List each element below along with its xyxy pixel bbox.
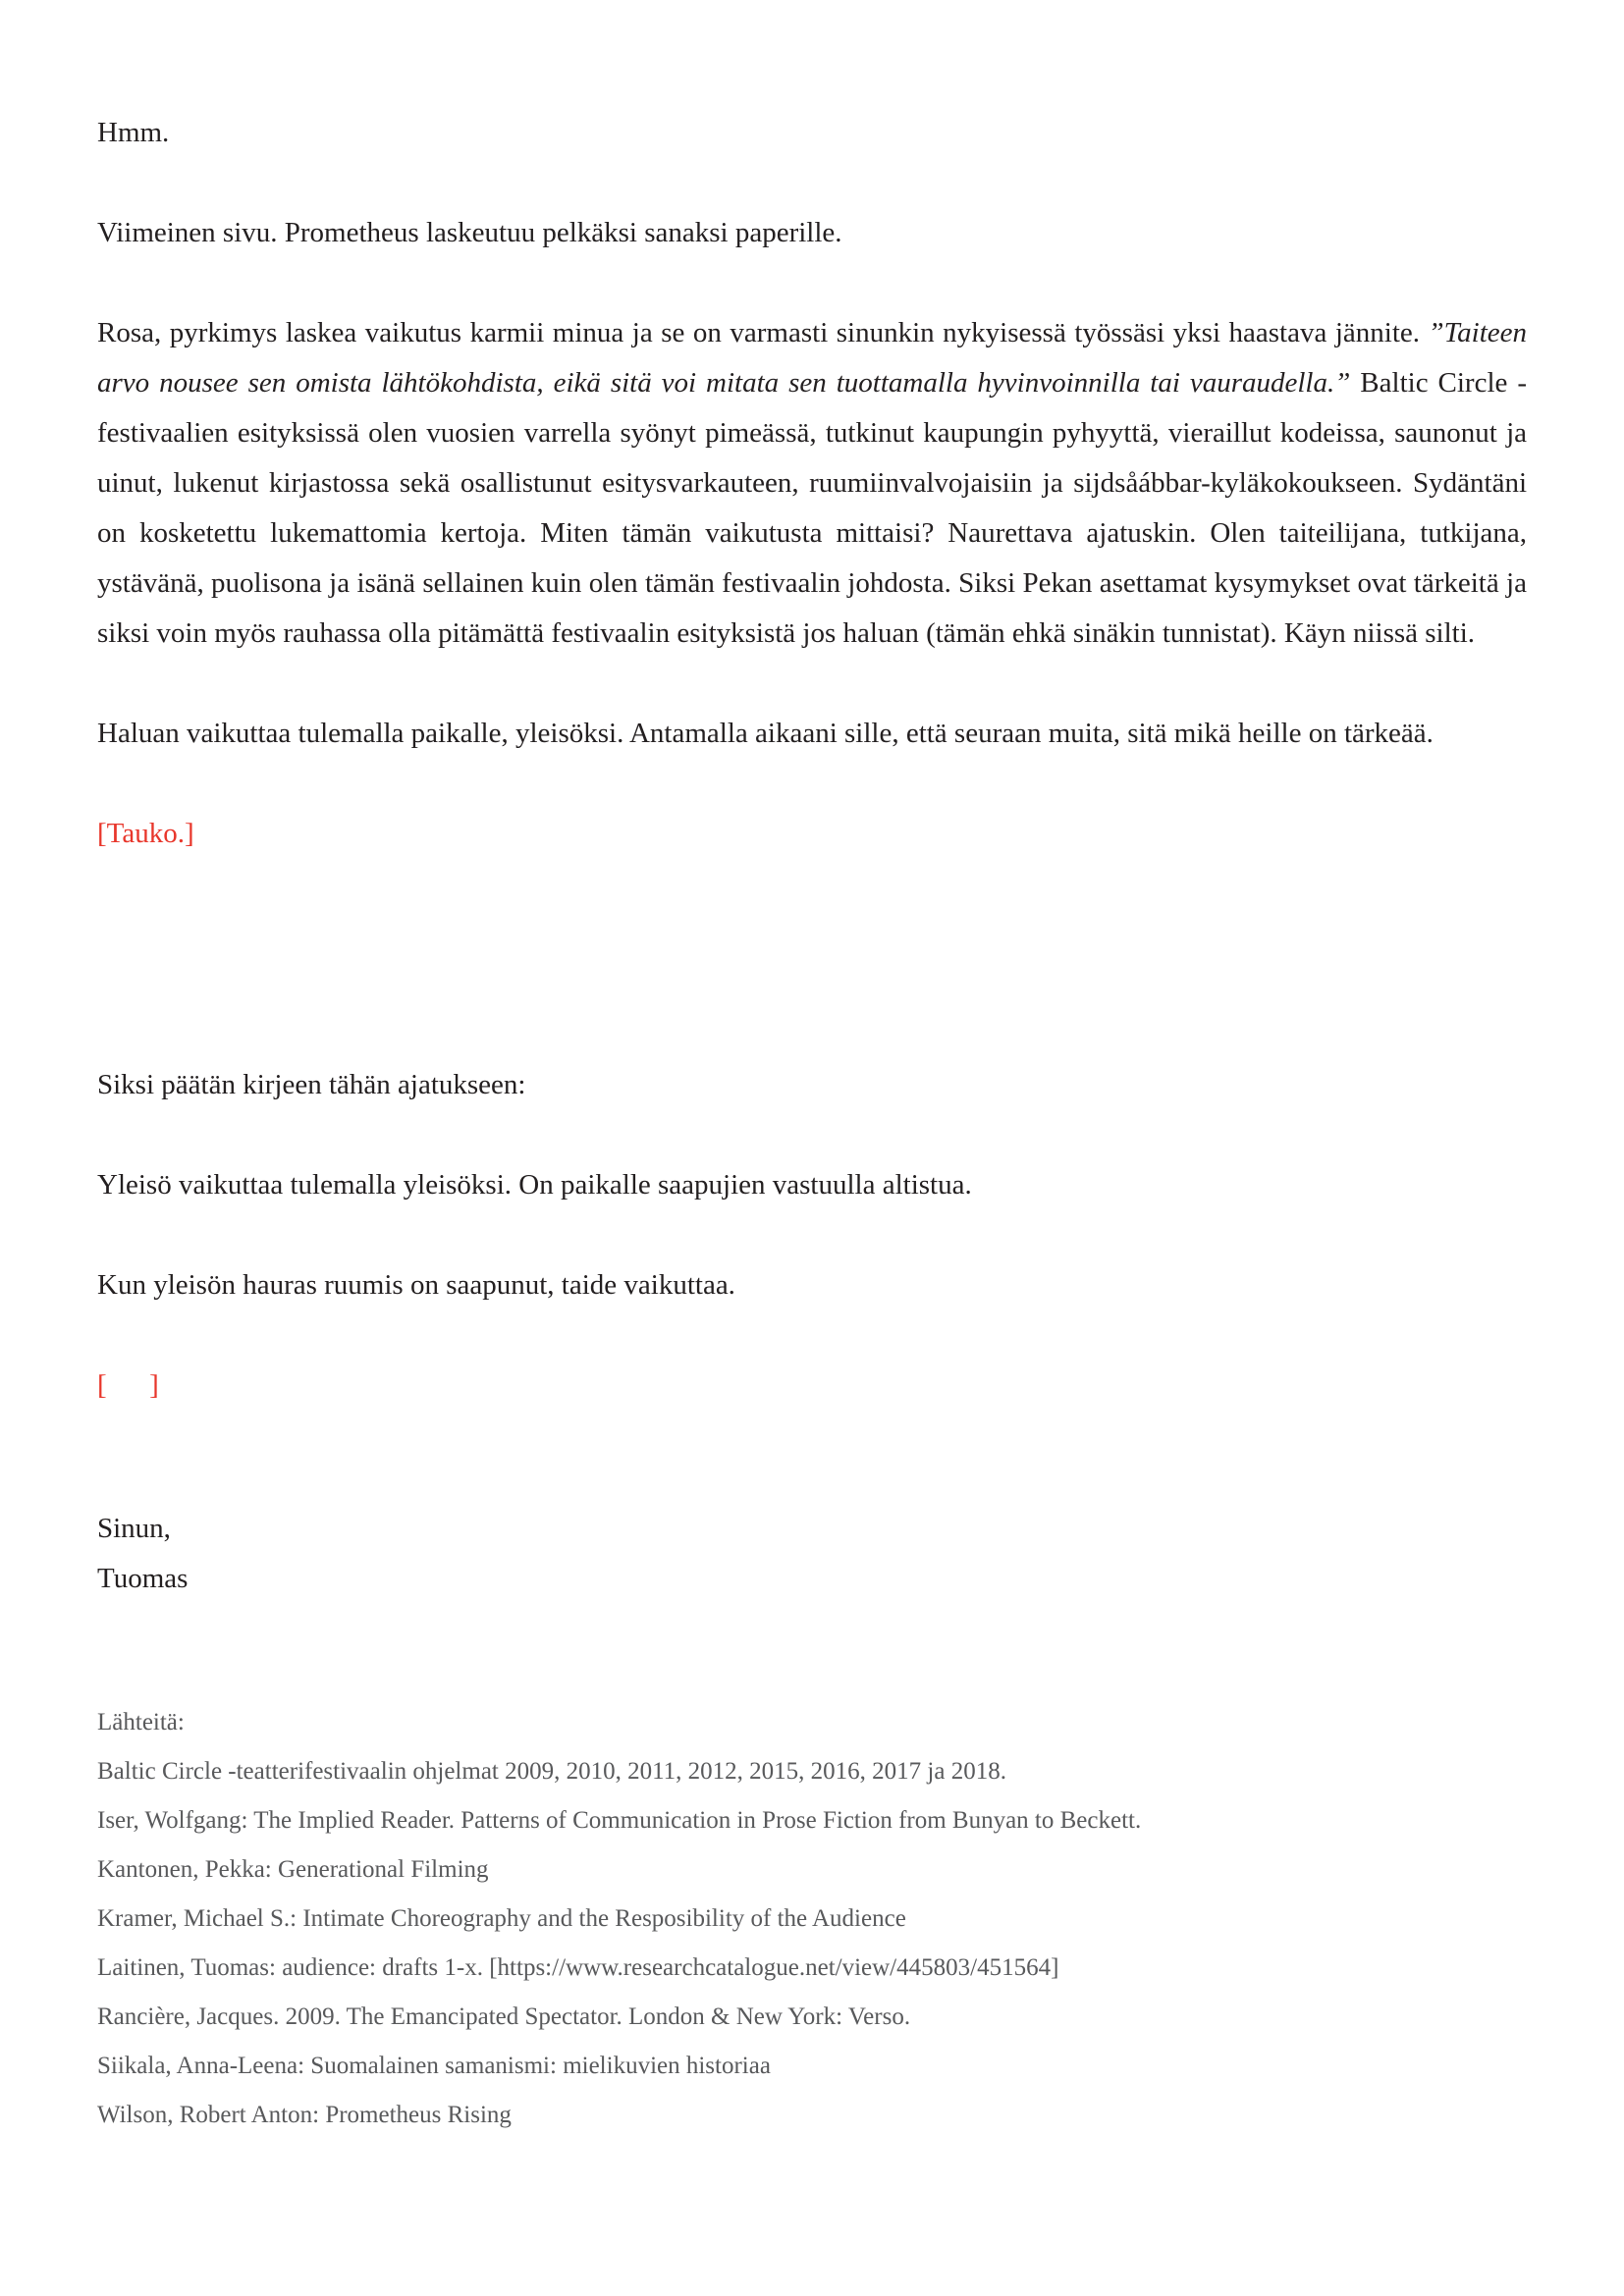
source-item: Siikala, Anna-Leena: Suomalainen samanismi: mielikuvien historiaa bbox=[97, 2053, 771, 2079]
source-item: Iser, Wolfgang: The Implied Reader. Patterns of Communication in Prose Fiction from Bunyan to Beckett. bbox=[97, 1807, 1142, 1834]
signature-block bbox=[97, 1504, 1527, 1604]
statement-kun: Kun yleisön hauras ruumis on saapunut, taide vaikuttaa. bbox=[97, 1269, 735, 1301]
closing-sinun: Sinun, bbox=[97, 1513, 171, 1544]
statement-yleiso: Yleisö vaikuttaa tulemalla yleisöksi. On paikalle saapujien vastuulla altistua. bbox=[97, 1169, 972, 1201]
line-viimeinen-sivu: Viimeinen sivu. Prometheus laskeutuu pelkäksi sanaksi paperille. bbox=[97, 217, 842, 248]
source-item: Wilson, Robert Anton: Prometheus Rising bbox=[97, 2102, 512, 2128]
greeting-hmm: Hmm. bbox=[97, 117, 170, 148]
italic-quote: ”Taiteen arvo nousee sen omista lähtökohdista, eikä sitä voi mitata sen tuottamalla hyvinvoinnilla tai vauraudella.” bbox=[97, 317, 1527, 399]
paragraph-siksi: Siksi päätän kirjeen tähän ajatukseen: bbox=[97, 1069, 526, 1100]
source-item: Rancière, Jacques. 2009. The Emancipated Spectator. London & New York: Verso. bbox=[97, 2003, 911, 2030]
source-item: Kantonen, Pekka: Generational Filming bbox=[97, 1856, 489, 1883]
signature-tuomas: Tuomas bbox=[97, 1563, 189, 1594]
paragraph-haluan: Haluan vaikuttaa tulemalla paikalle, yleisöksi. Antamalla aikaani sille, että seuraan muita, sitä mikä heille on tärkeää. bbox=[97, 718, 1434, 749]
pause-marker: [Tauko.] bbox=[97, 818, 194, 849]
source-item: Kramer, Michael S.: Intimate Choreography and the Resposibility of the Audience bbox=[97, 1905, 906, 1932]
source-item: Baltic Circle -teatterifestivaalin ohjelmat 2009, 2010, 2011, 2012, 2015, 2016, 2017 ja 2018. bbox=[97, 1758, 1006, 1785]
sources-heading: Lähteitä: bbox=[97, 1709, 185, 1735]
sources-section bbox=[97, 1698, 1527, 2140]
source-item: Laitinen, Tuomas: audience: drafts 1-x. [https://www.researchcatalogue.net/view/445803/451564] bbox=[97, 1954, 1059, 1981]
rosa-text-after-quote: Baltic Circle -festivaalien esityksissä olen vuosien varrella syönyt pimeässä, tutkinut kaupungin pyhyyttä, vieraillut kodeissa, saunonut ja uinut, lukenut kirjastossa sekä osallistunut esitysvarkauteen, ruumiinvalvojaisiin ja sijdsåábbar-kyläkokoukseen. Sydäntäni on kosketettu lukemattomia kertoja. Miten tämän vaikutusta mittaisi? Naurettava ajatuskin. Olen taiteilijana, tutkijana, ystävänä, puolisona ja isänä sellainen kuin olen tämän festivaalin johdosta. Siksi Pekan asettamat kysymykset ovat tärkeitä ja siksi voin myös rauhassa olla pitämättä festivaalin esityksistä jos haluan (tämän ehkä sinäkin tunnistat). Käyn niissä silti. bbox=[97, 367, 1527, 649]
paragraph-rosa bbox=[97, 308, 1527, 659]
bracket-placeholder: [ ] bbox=[97, 1369, 159, 1401]
rosa-text-before-quote: Rosa, pyrkimys laskea vaikutus karmii minua ja se on varmasti sinunkin nykyisessä työssäsi yksi haastava jännite. bbox=[97, 317, 1429, 348]
